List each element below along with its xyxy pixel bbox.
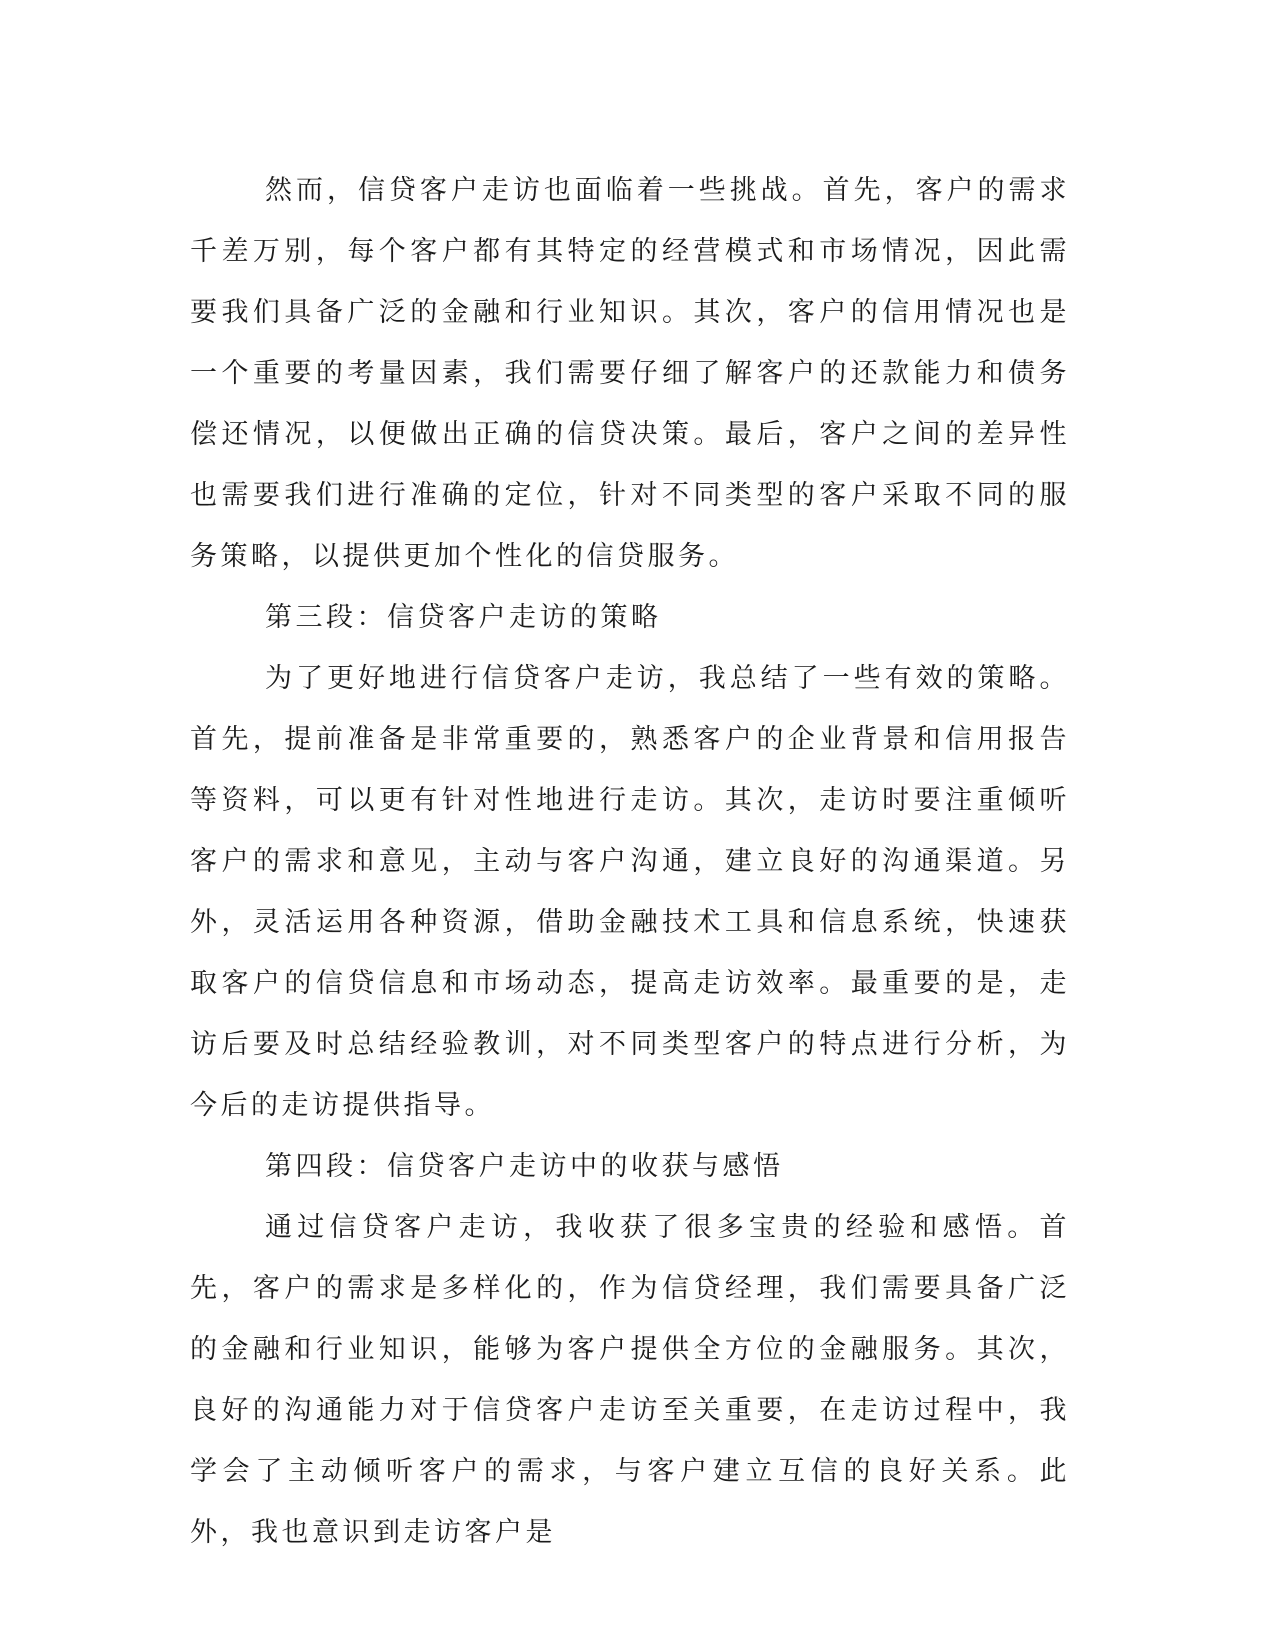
section-heading-strategies: 第三段：信贷客户走访的策略 — [265, 602, 662, 633]
paragraph-strategies: 为了更好地进行信贷客户走访，我总结了一些有效的策略。首先，提前准备是非常重要的，熟悉客户的企业背景和信用报告等资料，可以更有针对性地进行走访。其次，走访时要注重倾听客户的需求和意见，主动与客户沟通，建立良好的沟通渠道。另外，灵活运用各种资源，借助金融技术工具和信息系统，快速获取客户的信贷信息和市场动态，提高走访效率。最重要的是，走访后要及时总结经验教训，对不同类型客户的特点进行分析，为今后的走访提供指导。 — [190, 663, 1070, 1121]
paragraph-challenges: 然而，信贷客户走访也面临着一些挑战。首先，客户的需求千差万别，每个客户都有其特定的经营模式和市场情况，因此需要我们具备广泛的金融和行业知识。其次，客户的信用情况也是一个重要的考量因素，我们需要仔细了解客户的还款能力和债务偿还情况，以便做出正确的信贷决策。最后，客户之间的差异性也需要我们进行准确的定位，针对不同类型的客户采取不同的服务策略，以提供更加个性化的信贷服务。 — [190, 175, 1070, 572]
section-heading-gains: 第四段：信贷客户走访中的收获与感悟 — [265, 1151, 784, 1182]
document-body — [190, 160, 1070, 1563]
paragraph-gains: 通过信贷客户走访，我收获了很多宝贵的经验和感悟。首先，客户的需求是多样化的，作为信贷经理，我们需要具备广泛的金融和行业知识，能够为客户提供全方位的金融服务。其次，良好的沟通能力对于信贷客户走访至关重要，在走访过程中，我学会了主动倾听客户的需求，与客户建立互信的良好关系。此外，我也意识到走访客户是 — [190, 1212, 1070, 1548]
